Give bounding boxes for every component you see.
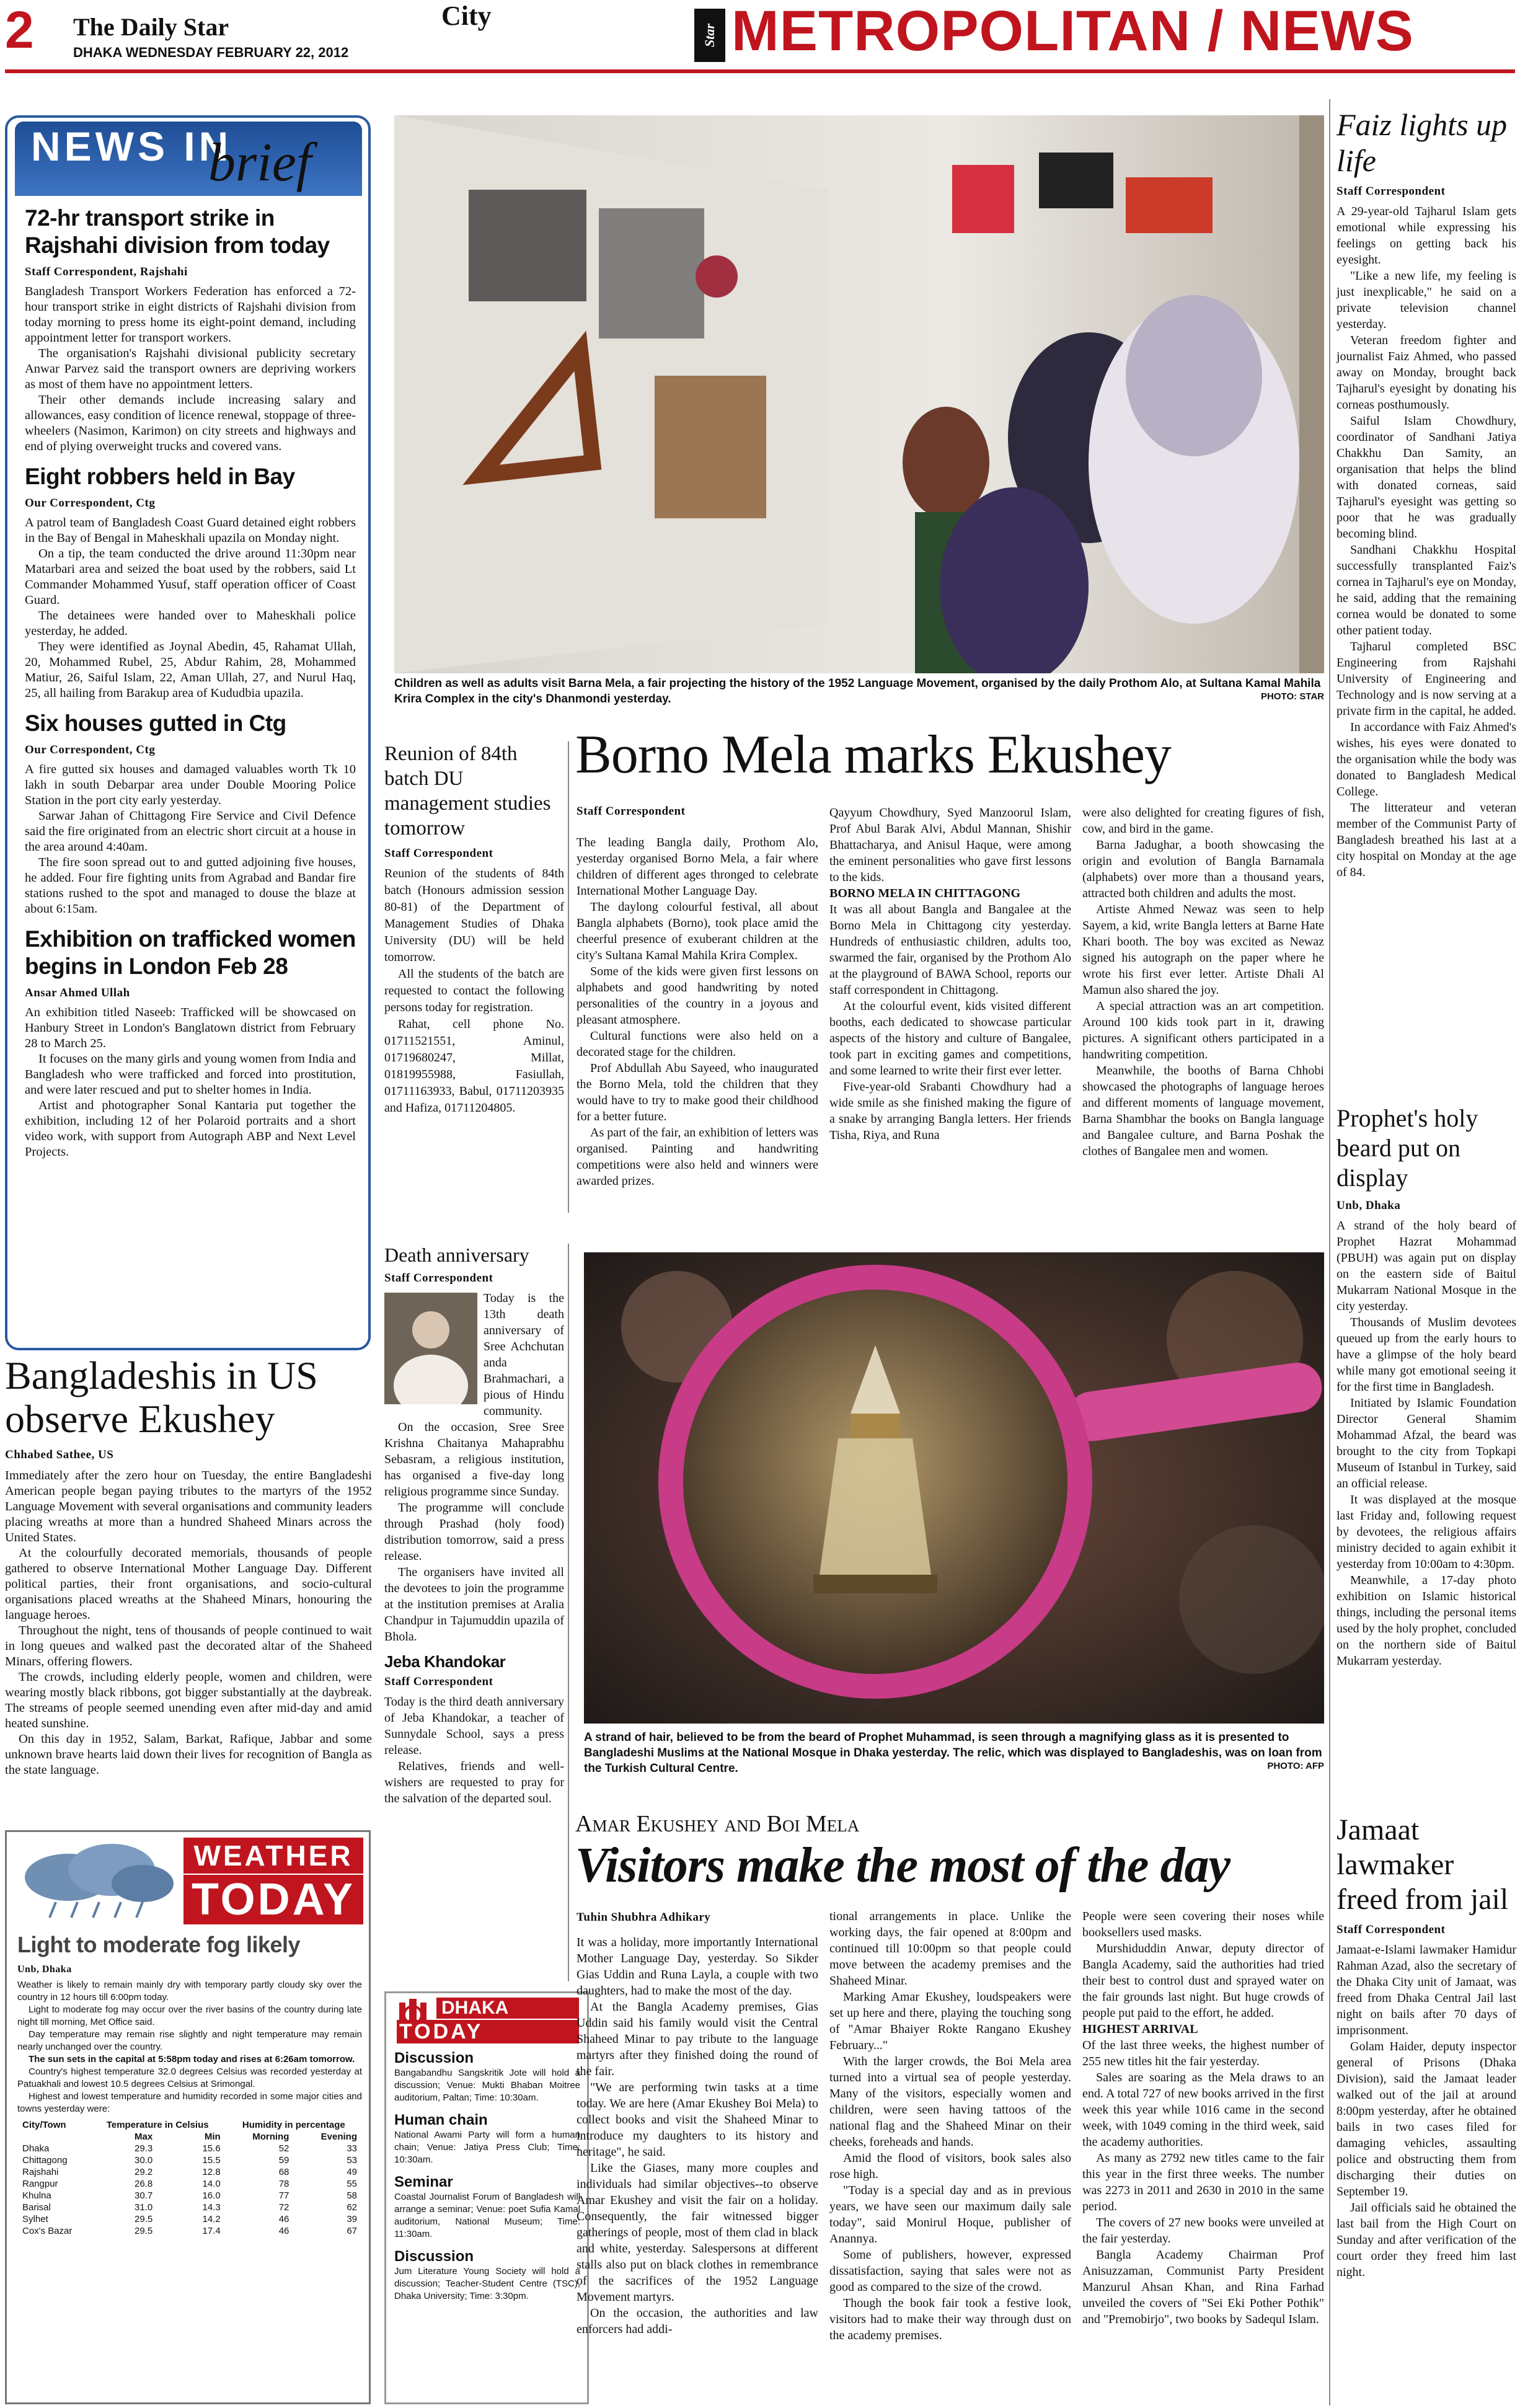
brief-label: brief [208, 133, 312, 193]
jamaat-headline: Jamaat lawmaker freed from jail [1337, 1813, 1509, 1916]
paragraph: On the occasion, the authorities and law enforcers had addi- [577, 2306, 818, 2336]
paragraph: Though the book fair took a festive look, visitors had to make their way through dust on the academy premises. [829, 2296, 1071, 2342]
paragraph: Today is the third death anniversary of Jeba Khandokar, a teacher of Sunnydale School, says a press release. [384, 1695, 564, 1757]
table-header: Temperature in Celsius [106, 2120, 209, 2130]
paragraph: The fire soon spread out to and gutted adjoining five houses, he added. Four fire fighting units from Agrabad and Bandar fire stations rushed to the spot and managed to douse the blaze at about 6:15am. [25, 856, 356, 916]
paragraph: Country's highest temperature 32.0 degrees Celsius was recorded yesterday at Patuakhali and lowest 10.5 degrees Celsius at Srimongal. [17, 2066, 362, 2089]
paragraph: On this day in 1952, Salam, Barkat, Rafique, Jabbar and some unknown brave hearts laid down their lives for recognition of Bangla as the state language. [5, 1732, 372, 1777]
section-tag: City [441, 1, 492, 31]
paragraph: Prof Abdullah Abu Sayeed, who inaugurated the Borno Mela, told the children that they would have to try to make good their childhood for a better future. [577, 1061, 818, 1123]
paragraph: The organisers have invited all the devotees to join the programme at the institution premises at Aralia Chandpur in Tajumuddin upazila of Bhola. [384, 1565, 564, 1644]
event-title: Discussion [394, 2248, 474, 2265]
weather-headline: Light to moderate fog likely [17, 1932, 301, 1957]
prophet-headline: Prophet's holy beard put on display [1337, 1104, 1478, 1192]
caption-text: A strand of hair, believed to be from the beard of Prophet Muhammad, is seen through a magnifying glass as it is presented to Bangladeshi Muslims at the National Mosque in Dhaka yesterday. The relic, which was displayed to Bangladeshis, was on loan from the Turkish Cultural Centre. [584, 1731, 1322, 1775]
paragraph: In accordance with Faiz Ahmed's wishes, his eyes were donated to the organisation while the body was donated to Bangladesh Medical College. [1337, 720, 1516, 799]
dhaka-today-list [394, 2050, 580, 2303]
us-story [5, 1354, 372, 1778]
weather-byline: Unb, Dhaka [17, 1964, 72, 1975]
paragraph: The leading Bangla daily, Prothom Alo, yesterday organised Borno Mela, a fair where children of different ages thronged to celebrate International Mother Language Day. [577, 836, 818, 898]
table-header: Min [204, 2131, 221, 2142]
caption-text: Children as well as adults visit Barna Mela, a fair projecting the history of the 1952 Language Movement, organised by the daily Prothom Alo, at Sultana Kamal Mahila Krira Complex in the city's Dhanmondi yesterday. [394, 677, 1321, 706]
mid-photo-caption [584, 1730, 1324, 1776]
death-anniversary [384, 1244, 564, 1807]
paragraph: It was displayed at the mosque last Friday and, following request by devotees, the religious affairs ministry decided to again exhibit it yesterday from 10:00am to 4:30pm. [1337, 1493, 1516, 1571]
brief-item [25, 205, 356, 454]
weather-table [17, 2119, 362, 2237]
paragraph: Rahat, cell phone No. 01711521551, Aminul, 01719680247, Millat, 01819955988, Fasiullah, 01711163933, Babul, 01711203935 and Hafiza, 01711204805. [384, 1017, 564, 1115]
table-header: Max [135, 2131, 153, 2142]
cloud-icon [19, 1840, 180, 1921]
section-title: METROPOLITAN / NEWS [731, 0, 1414, 63]
brief-item [25, 463, 356, 701]
paragraph: At the colourful event, kids visited different booths, each dedicated to showcase particular aspects of the history and culture of Bangalee, took part in exciting games and competitions, and some learned to write their first ever letter. [829, 999, 1071, 1078]
dateline: DHAKA WEDNESDAY FEBRUARY 22, 2012 [73, 45, 349, 60]
paragraph: Some of publishers, however, expressed dissatisfaction, saying that sales were not as good as compared to the size of the crowd. [829, 2248, 1071, 2294]
column-rule [568, 1244, 569, 1981]
relic-photo [584, 1252, 1324, 1724]
paragraph: Immediately after the zero hour on Tuesday, the entire Bangladeshi American people began paying tributes to the martyrs of the 1952 Language Movement with several organisations and community leaders placing wreaths at more than a hundred Shaheed Minars across the United States. [5, 1469, 372, 1544]
page-number: 2 [5, 1, 34, 59]
paragraph: All the students of the batch are requested to contact the following persons today for registration. [384, 967, 564, 1014]
brief-headline: Exhibition on trafficked women begins in London Feb 28 [25, 926, 356, 979]
table-row: Khulna 30.7 16.0 77 58 [22, 2190, 357, 2201]
brief-headline: Six houses gutted in Ctg [25, 710, 286, 736]
paragraph: The litterateur and veteran member of the Communist Party of Bangladesh breathed his last at a city hospital on Monday at the age of 84. [1337, 801, 1516, 879]
event-item [394, 2174, 580, 2241]
paragraph: At the colourfully decorated memorials, thousands of people gathered to observe International Mother Language Day. Different political parties, their front organisations, and socio-cultural organisations placed wreaths at the Shaheed Minars, honouring the language heroes. [5, 1546, 372, 1622]
event-text: National Awami Party will form a human chain; Venue: Jatiya Press Club; Time: 10:30am. [394, 2130, 580, 2165]
visitors-col-3 [1082, 1908, 1324, 2327]
death-anniv-byline: Staff Correspondent [384, 1272, 493, 1285]
table-header: Evening [320, 2131, 357, 2142]
weather-story [17, 1932, 362, 2237]
paragraph: It focuses on the many girls and young women from India and Bangladesh who were trafficked and forced into prostitution, and were later rescued and put to shelter homes in India. [25, 1052, 356, 1097]
news-in-brief-label: NEWS IN [31, 123, 232, 169]
paragraph: A strand of the holy beard of Prophet Hazrat Mohammad (PBUH) was again put on display on the eastern side of Baitul Mukarram National Mosque in the city yesterday. [1337, 1219, 1516, 1313]
reunion-byline: Staff Correspondent [384, 847, 493, 860]
paragraph: The detainees were handed over to Maheskhali police yesterday, he added. [25, 609, 356, 638]
paragraph: As part of the fair, an exhibition of letters was organised. Painting and handwriting competitions were also held and winners were awarded prizes. [577, 1126, 818, 1188]
prophet-byline: Unb, Dhaka [1337, 1199, 1401, 1212]
event-text: Coastal Journalist Forum of Bangladesh will arrange a seminar; Venue: poet Sufia Kamal auditorium, National Museum; Time: 11:30am. [394, 2192, 580, 2239]
brief-byline: Staff Correspondent, Rajshahi [25, 265, 188, 278]
event-item [394, 2050, 580, 2104]
paragraph: Cultural functions were also held on a decorated stage for the children. [577, 1029, 818, 1059]
event-title: Seminar [394, 2174, 453, 2190]
borno-mela-photo [394, 115, 1324, 673]
table-row: Cox's Bazar 29.5 17.4 46 67 [22, 2226, 357, 2236]
jamaat-story [1337, 1813, 1516, 2280]
today-label: TODAY [183, 1875, 363, 1924]
prophet-story [1337, 1104, 1516, 1669]
visitors-col-2 [829, 1908, 1071, 2344]
paragraph: The sun sets in the capital at 5:58pm today and rises at 6:26am tomorrow. [29, 2054, 355, 2065]
paragraph: Sandhani Chakkhu Hospital successfully transplanted Faiz's cornea in Tajharul's eye on Monday, he said, adding that the remaining cornea would be donated to some other patient today. [1337, 543, 1516, 637]
today-label: TODAY [397, 2020, 579, 2043]
death-anniv-label: Death anniversary [384, 1244, 529, 1266]
event-item [394, 2248, 580, 2303]
visitors-col-1 [577, 1934, 818, 2337]
paragraph: A fire gutted six houses and damaged valuables worth Tk 10 lakh in south Debarpar area under Double Mooring Police Station in the port city early yesterday. [25, 763, 356, 807]
event-title: Discussion [394, 2050, 474, 2066]
paragraph: Bangla Academy Chairman Prof Anisuzzaman, Communist Party President Manzurul Ahsan Khan, and Rina Farhad unveiled the covers of "Sei Eki Pother Pothik" and "Premobirjo", two books by Sadequl Islam. [1082, 2248, 1324, 2326]
paragraph: At the Bangla Academy premises, Gias Uddin said his family would visit the Central Shaheed Minar to pay tribute to the language martyrs after they finished doing the round of the fair. [577, 2000, 818, 2078]
visitors-headline: Visitors make the most of the day [575, 1838, 1230, 1893]
visitors-kicker: Amar Ekushey and Boi Mela [575, 1811, 860, 1837]
paragraph: Weather is likely to remain mainly dry with temporary partly cloudy sky over the country in 12 hours till 6:00pm today. [17, 1980, 362, 2003]
paragraph: were also delighted for creating figures of fish, cow, and bird in the game. [1082, 806, 1324, 836]
table-row: Chittagong 30.0 15.5 59 53 [22, 2155, 357, 2166]
table-row: Rajshahi 29.2 12.8 68 49 [22, 2167, 357, 2177]
paragraph: A patrol team of Bangladesh Coast Guard detained eight robbers in the Bay of Bengal in Maheskhali upazila on Monday night. [25, 516, 356, 545]
paragraph: The covers of 27 new books were unveiled at the fair yesterday. [1082, 2216, 1324, 2246]
paragraph: Jamaat-e-Islami lawmaker Hamidur Rahman Azad, also the secretary of the Dhaka City unit of Jamaat, was freed from Dhaka Central Jail last night on bails after 70 days of imprisonment. [1337, 1943, 1516, 2037]
paragraph: Barna Jadughar, a booth showcasing the origin and evolution of Bangla Barnamala (alphabets) over more than a thousand years, attracted both children and adults the most. [1082, 838, 1324, 900]
paragraph: Light to moderate fog may occur over the river basins of the country during late night till morning, Met Office said. [17, 2004, 362, 2027]
paragraph: The programme will conclude through Prashad (holy food) distribution tomorrow, said a press release. [384, 1501, 564, 1563]
brief-column [25, 205, 356, 1160]
paragraph: It was all about Bangla and Bangalee at the Borno Mela in Chittagong city yesterday. Hundreds of enthusiastic children, adults too, swarmed the fair, organised by the Prothom Alo at the playground of BAWA School, reports our staff correspondent in Chittagong. [829, 903, 1071, 997]
table-header: Morning [252, 2131, 289, 2142]
top-photo-caption [394, 676, 1324, 707]
paragraph: Throughout the night, tens of thousands of people continued to wait in long queues and walked past the decorated altar of the Shaheed Minars, offering flowers. [5, 1624, 372, 1668]
paragraph: Meanwhile, the booths of Barna Chhobi showcased the photographs of language heroes and different moments of language movement, Barna Shambhar the books on Bangla language and Bangalee culture, and Barna Poshak the clothes of Bangalee men and women. [1082, 1064, 1324, 1158]
paragraph: Reunion of the students of 84th batch (Honours admission session 80-81) of the Department of Management Studies of Dhaka University (DU) will be held tomorrow. [384, 867, 564, 964]
paragraph: On the occasion, Sree Sree Krishna Chaitanya Mahaprabhu Sebasram, a religious institution, has organised a five-day long religious programme since Sunday. [384, 1420, 564, 1498]
paragraph: Sarwar Jahan of Chittagong Fire Service and Civil Defence said the fire originated from an electric short circuit at a house in the area around 4:40am. [25, 809, 356, 854]
borno-subhead: BORNO MELA IN CHITTAGONG [829, 887, 1020, 900]
paragraph: Sales are soaring as the Mela draws to an end. A total 727 of new books arrived in the first week this year while 1016 came in the second week, with 1049 coming in the third week, said the academy authorities. [1082, 2071, 1324, 2149]
borno-headline: Borno Mela marks Ekushey [575, 725, 1171, 785]
paragraph: An exhibition titled Naseeb: Trafficked will be showcased on Hanbury Street in London's Banglatown district from February 28 to March 25. [25, 1006, 356, 1050]
borno-col-1 [577, 834, 818, 1189]
event-title: Human chain [394, 2112, 488, 2128]
event-item [394, 2112, 580, 2166]
paragraph: Qayyum Chowdhury, Syed Manzoorul Islam, Prof Abul Barak Alvi, Abdul Mannan, Shishir Bhattacharya, and Anisul Haque, were among the eminent personalities who gave first lessons to the kids. [829, 806, 1071, 884]
paragraph: The crowds, including elderly people, women and children, were wearing mostly black ribbons, got bigger substantially at the daybreak. The streams of people seemed unending even after mid-day and amid heated sunshine. [5, 1670, 372, 1730]
faiz-byline: Staff Correspondent [1337, 185, 1446, 198]
table-row: Dhaka 29.3 15.6 52 33 [22, 2143, 357, 2154]
death-anniv-byline: Staff Correspondent [384, 1675, 493, 1688]
dhaka-label: DHAKA [436, 1998, 579, 2019]
paragraph: tional arrangements in place. Unlike the working days, the fair opened at 8:00pm and continued till 10:00pm so that people could move between the academy premises and the Shaheed Minar. [829, 1910, 1071, 1988]
portrait-photo [384, 1293, 477, 1404]
paragraph: "Like a new life, my feeling is just inexplicable," he said on a private television channel yesterday. [1337, 269, 1516, 331]
paragraph: Five-year-old Srabanti Chowdhury had a wide smile as she finished making the figure of a snake by arranging Bangla letters. Her friends Tisha, Riya, and Runa [829, 1080, 1071, 1142]
paragraph: Meanwhile, a 17-day photo exhibition on Islamic historical things, including the personal items used by the holy prophet, concluded on the northern side of Baitul Mukarram yesterday. [1337, 1574, 1516, 1668]
brief-byline: Ansar Ahmed Ullah [25, 986, 130, 999]
star-logo: Star [694, 9, 725, 62]
paragraph: "Today is a special day and as in previous years, we have seen our maximum daily sale today", said Monirul Hoque, publisher of Anannya. [829, 2184, 1071, 2246]
column-rule [568, 741, 569, 1213]
paragraph: Today is the 13th death anniversary of Sree Achchutan anda Brahmachari, a pious of Hindu community. [484, 1291, 564, 1418]
paragraph: Bangladesh Transport Workers Federation has enforced a 72-hour transport strike in eight districts of Rajshahi division from today morning to press home its eight-point demand, including appointment letter for transport workers. [25, 285, 356, 345]
brief-headline: Eight robbers held in Bay [25, 464, 295, 489]
reunion-headline: Reunion of 84th batch DU management studies tomorrow [384, 743, 551, 839]
paragraph: Saiful Islam Chowdhury, coordinator of Sandhani Jatiya Chakkhu Dan Samity, an organisation that helps the blind with donated corneas, said Tajharul's eyesight was getting so poor that he was gradually becoming blind. [1337, 414, 1516, 541]
paragraph: Amid the flood of visitors, book sales also rose high. [829, 2151, 1071, 2181]
event-text: Bangabandhu Sangskritik Jote will hold a discussion; Venue: Mukti Bhaban Moitree auditorium, Paltan; Time: 10:30am. [394, 2068, 580, 2103]
paragraph: Of the last three weeks, the highest number of 255 new titles hit the fair yesterday. [1082, 2038, 1324, 2068]
us-byline: Chhabed Sathee, US [5, 1448, 114, 1461]
paragraph: The organisation's Rajshahi divisional publicity secretary Anwar Parvez said the transport owners are depriving workers as most of them have no appointment letters. [25, 347, 356, 391]
weather-label: WEATHER [183, 1838, 363, 1874]
paragraph: A special attraction was an art competition. Around 100 kids took part in it, drawing pictures. A significant others participated in a handwriting competition. [1082, 999, 1324, 1061]
paragraph: Artist and photographer Sonal Kantaria put together the exhibition, including 12 of her Polaroid portraits and a short video work, with support from Autograph ABP and Next Level Projects. [25, 1099, 356, 1159]
table-header: Humidity in percentage [242, 2120, 345, 2130]
table-row: Sylhet 29.5 14.2 46 39 [22, 2214, 357, 2224]
paragraph: Thousands of Muslim devotees queued up from the early hours to have a glimpse of the holy beard while many got emotional seeing it for the first time in Bangladesh. [1337, 1316, 1516, 1394]
brief-byline: Our Correspondent, Ctg [25, 743, 156, 756]
paragraph: Like the Giases, many more couples and individuals had similar objectives--to observe Amar Ekushey and visit the fair on a holiday. Consequently, the fair witnessed bigger gatherings of people, most of them clad in black and white, yesterday. Salespersons at different stalls also put on black clothes in remembrance of the sacrifices of the 1952 Language Movement martyrs. [577, 2161, 818, 2304]
borno-byline: Staff Correspondent [577, 805, 686, 818]
brief-item [25, 926, 356, 1160]
paragraph: "We are performing twin tasks at a time today. We are here (Amar Ekushey Boi Mela) to collect books and visit the Shaheed Minar to introduce my daughters to its history and heritage", he said. [577, 2081, 818, 2159]
table-row: Rangpur 26.8 14.0 78 55 [22, 2179, 357, 2189]
paragraph: Tajharul completed BSC Engineering from Rajshahi University of Engineering and Technology and is now serving at a private firm in the capital, he added. [1337, 640, 1516, 718]
paper-name: The Daily Star [73, 13, 229, 41]
paragraph: On a tip, the team conducted the drive around 11:30pm near Matarbari area and seized the boat used by the robbers, said Lt Commander Mohammed Yusuf, staff operation officer of Coast Guard. [25, 547, 356, 607]
faiz-story [1337, 107, 1516, 880]
us-headline: Bangladeshis in US observe Ekushey [5, 1353, 318, 1441]
paragraph: Murshiduddin Anwar, deputy director of Bangla Academy, said the authorities had tried their best to control dust and sprayed water on the fair grounds last night. But huge crowds of people put paid to the effort, he added. [1082, 1942, 1324, 2020]
paragraph: Highest and lowest temperature and humidity recorded in some major cities and towns yesterday were: [17, 2091, 362, 2114]
paragraph: A 29-year-old Tajharul Islam gets emotional while expressing his feelings on getting back his eyesight. [1337, 205, 1516, 267]
paragraph: They were identified as Joynal Abedin, 45, Rahamat Ullah, 20, Mohammed Rubel, 25, Abdur Rahim, 28, Mohammed Matiur, 26, Saiful Islam, 22, Aman Ullah, 27, and Nurul Haq, 25, all hailing from Barakup area of Kududbia upazila. [25, 640, 356, 700]
death-anniv-name: Jeba Khandokar [384, 1652, 506, 1671]
table-row: Barisal 31.0 14.3 72 62 [22, 2202, 357, 2213]
borno-col-2 [829, 805, 1071, 1143]
brief-byline: Our Correspondent, Ctg [25, 497, 156, 510]
paragraph: Their other demands include increasing salary and allowances, easy condition of licence renewal, stoppage of three-wheelers (Nasimon, Karimon) on city streets and highways and end of plying overweight trucks and covered vans. [25, 393, 356, 453]
jamaat-byline: Staff Correspondent [1337, 1923, 1446, 1936]
photo-credit: PHOTO: AFP [1267, 1761, 1324, 1771]
paragraph: Golam Haider, deputy inspector general of Prisons (Dhaka Division), said the Jamaat leader walked out of the jail at around 8:00pm yesterday, after he obtained bails in two cases filed for damaging vehicles, assaulting police and obstructing them from discharging their duties on September 19. [1337, 2040, 1516, 2198]
masthead-rule [5, 69, 1515, 73]
borno-col-3 [1082, 805, 1324, 1159]
table-header: City/Town [22, 2120, 66, 2130]
paragraph: Relatives, friends and well-wishers are requested to pray for the salvation of the departed soul. [384, 1760, 564, 1805]
paragraph: Day temperature may remain rise slightly and night temperature may remain nearly unchanged over the country. [17, 2029, 362, 2052]
event-text: Jum Literature Young Society will hold a discussion; Teacher-Student Centre (TSC), Dhaka University; Time: 3:30pm. [394, 2266, 580, 2301]
reunion-story [384, 741, 564, 1117]
paragraph: Some of the kids were given first lessons on alphabets and good handwriting by noted personalities of the country in a joyous and pleasant atmosphere. [577, 965, 818, 1027]
paragraph: The daylong colourful festival, all about Bangla alphabets (Borno), took place amid the cheerful presence of exuberant children at the city's Sultana Kamal Mahila Krira Complex. [577, 900, 818, 962]
paragraph: As many as 2792 new titles came to the fair this year in the first three weeks. The number was 2273 in 2011 and 2630 in 2010 in the same period. [1082, 2151, 1324, 2213]
column-rule [1329, 99, 1330, 2406]
visitors-byline: Tuhin Shubhra Adhikary [577, 1911, 711, 1924]
visitors-subhead: HIGHEST ARRIVAL [1082, 2022, 1198, 2036]
paragraph: With the larger crowds, the Boi Mela area turned into a virtual sea of people yesterday. Many of the visitors, especially women and children, were seen having tattoos of the national flag and the Shaheed Minar on their cheeks, foreheads and hands. [829, 2055, 1071, 2149]
paragraph: It was a holiday, more importantly International Mother Language Day, yesterday. So Sikder Gias Uddin and Runa Layla, a couple with two daughters, had to make the most of the day. [577, 1936, 818, 1998]
paragraph: People were seen covering their noses while booksellers used masks. [1082, 1910, 1324, 1939]
paragraph: Marking Amar Ekushey, loudspeakers were set up here and there, playing the touching song of "Amar Bhaiyer Rokte Rangano Ekushey February..." [829, 1990, 1071, 2052]
brief-headline: 72-hr transport strike in Rajshahi division from today [25, 205, 330, 258]
paragraph: Artiste Ahmed Newaz was seen to help Sayem, a kid, write Bangla letters at Barne Hate Khari booth. The boy was excited as Newaz signed his autograph on the paper where he wrote his first ever letter. Artiste Dhali Al Mamun also shared the joy. [1082, 903, 1324, 997]
paragraph: Veteran freedom fighter and journalist Faiz Ahmed, who passed away on Monday, brought back Tajharul's eyesight by donating his corneas posthumously. [1337, 334, 1516, 412]
paragraph: Jail officials said he obtained the last bail from the High Court on Sunday and after verification of the court order they freed him last night. [1337, 2201, 1516, 2279]
photo-credit: PHOTO: STAR [1261, 691, 1324, 702]
brief-item [25, 710, 356, 917]
paragraph: Initiated by Islamic Foundation Director General Shamim Mohammad Afzal, the beard was brought to the city from Topkapi Museum of Istanbul in Turkey, said an official release. [1337, 1396, 1516, 1490]
faiz-headline: Faiz lights up life [1337, 107, 1508, 178]
